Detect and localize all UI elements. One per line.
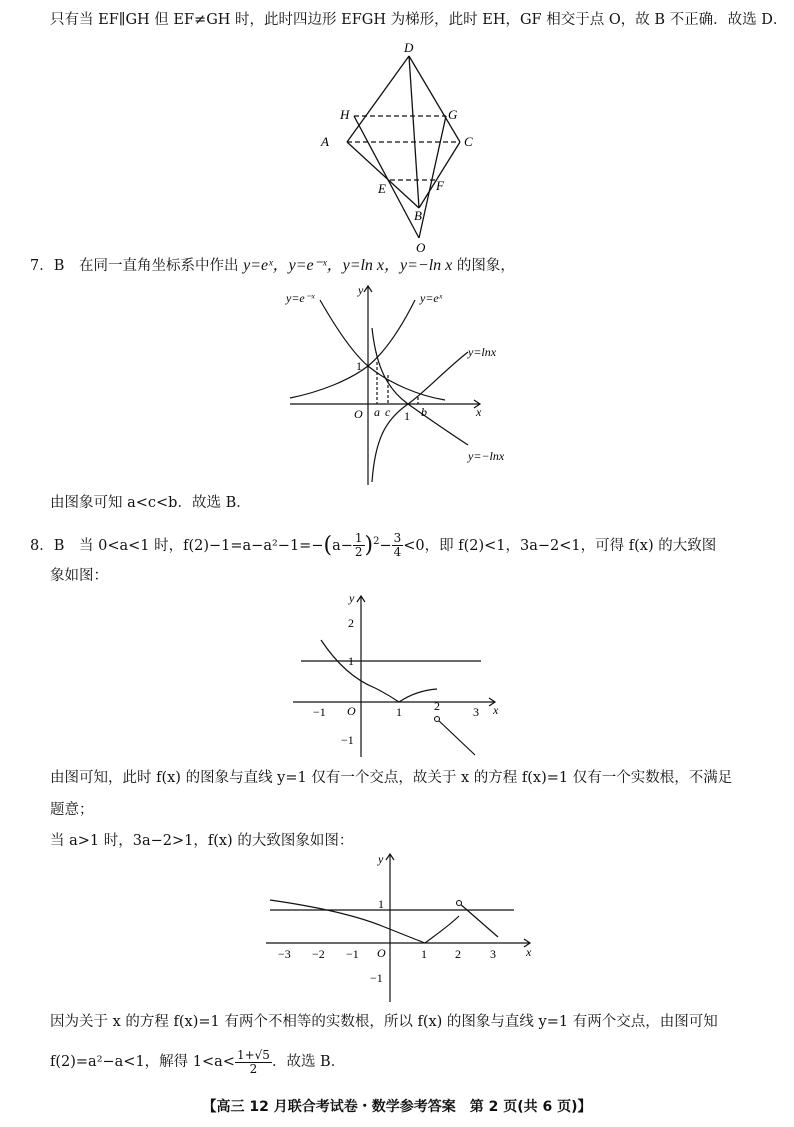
tick-x-neg2: −2 (312, 947, 325, 961)
label-y-e-negx: y=e⁻ˣ (286, 291, 315, 305)
q8-text2: <0，即 f(2)<1，3a−2<1，可得 f(x) 的大致图 (403, 537, 717, 554)
paren-left: ( (323, 532, 333, 558)
half-fraction (353, 532, 365, 559)
label-H: H (340, 107, 350, 122)
q8-line7 (50, 1046, 345, 1078)
tick-y-neg1: −1 (370, 971, 383, 985)
tick-y-2: 2 (348, 616, 354, 630)
label-y-neg-lnx: y=−lnx (468, 449, 505, 463)
tick-x-neg3: −3 (278, 947, 291, 961)
q-den: 4 (393, 545, 402, 560)
q8-line4: 题意； (50, 802, 94, 818)
axis-x-label: x (526, 945, 532, 959)
label-a: a (374, 405, 380, 419)
axis-x-label: x (476, 405, 482, 419)
axis-y-label: y (349, 592, 355, 605)
label-y-lnx: y=lnx (468, 345, 497, 359)
axis-x-label: x (493, 703, 499, 717)
q8-line6: 因为关于 x 的方程 f(x)=1 有两个不相等的实数根，所以 f(x) 的图象与直线 y=1 有两个交点，由图可知 (50, 1014, 718, 1030)
paren-right: ) (364, 532, 374, 558)
q7-text-a: 在同一直角坐标系中作出 (79, 258, 244, 274)
q7-conclusion: 由图象可知 a<c<b．故选 B． (50, 495, 251, 511)
exp-log-graph (280, 280, 520, 490)
tick-x-2: 2 (455, 947, 461, 961)
origin-label: O (354, 407, 363, 421)
tick-y-neg1: −1 (341, 733, 354, 747)
text-line: 只有当 EF∥GH 但 EF≠GH 时，此时四边形 EFGH 为梯形，此时 EH，GF 相交于点 O，故 B 不正确．故选 D． (50, 12, 788, 28)
q7-text-b: 的图象， (452, 258, 515, 274)
q8-line2: 象如图： (50, 568, 108, 584)
frac-den: 2 (249, 1061, 258, 1076)
page-footer: 【高三 12 月联合考试卷・数学参考答案 第 2 页(共 6 页)】 (202, 1099, 592, 1115)
q8-text8b: ．故选 B． (271, 1054, 346, 1070)
label-G: G (448, 107, 458, 122)
axis-y-label: y (378, 852, 384, 866)
tick-x-2: 2 (434, 699, 440, 713)
q7-line (30, 256, 515, 276)
square-exp: 2 (373, 536, 380, 547)
tick-x-neg1: −1 (346, 947, 359, 961)
tick-y-1: 1 (356, 359, 362, 373)
label-C: C (464, 134, 473, 149)
q8-line3: 由图可知，此时 f(x) 的图象与直线 y=1 仅有一个交点，故关于 x 的方程 f(x)=1 仅有一个实数根，不满足 (50, 770, 733, 786)
frac-num: 1+√5 (236, 1047, 270, 1062)
origin-label: O (377, 946, 386, 960)
axis-y-label: y (358, 283, 364, 297)
label-c: c (385, 405, 391, 419)
tick-x-1: 1 (421, 947, 427, 961)
label-E: E (378, 181, 386, 196)
q8-line5: 当 a>1 时，3a−2>1，f(x) 的大致图象如图： (50, 833, 354, 849)
tick-x-1: 1 (404, 409, 410, 423)
label-y-ex: y=eˣ (420, 291, 443, 305)
root5-fraction (235, 1049, 272, 1076)
q8-text1: 当 0<a<1 时，f(2)−1=a−a²−1=− (79, 537, 324, 554)
tick-y-1: 1 (378, 897, 384, 911)
label-A: A (321, 134, 329, 149)
label-B: B (414, 208, 422, 223)
piecewise-graph-1 (285, 592, 505, 762)
geometry-figure (318, 40, 493, 255)
label-D: D (404, 40, 414, 55)
half-den: 2 (354, 545, 363, 560)
tick-y-1: 1 (348, 654, 354, 668)
a-minus: a− (332, 537, 353, 554)
label-b: b (421, 405, 427, 419)
three-quarter-fraction (392, 532, 404, 559)
tick-x-3: 3 (473, 705, 479, 719)
piecewise-graph-2 (262, 850, 542, 1005)
q8-number: 8．B (30, 537, 65, 554)
q7-number: 7．B (30, 258, 65, 274)
label-O: O (416, 240, 426, 255)
tick-x-1: 1 (396, 705, 402, 719)
q7-funcs: y=eˣ，y=e⁻ˣ，y=ln x，y=−ln x (243, 257, 453, 274)
label-F: F (436, 178, 444, 193)
minus-sign: − (379, 537, 392, 554)
tick-x-3: 3 (490, 947, 496, 961)
q8-line1 (30, 528, 717, 560)
origin-label: O (347, 704, 356, 718)
tick-x-neg1: −1 (313, 705, 326, 719)
q8-text8a: f(2)=a²−a<1，解得 1<a< (50, 1054, 235, 1070)
half-num: 1 (354, 531, 363, 546)
q-num: 3 (393, 531, 402, 546)
